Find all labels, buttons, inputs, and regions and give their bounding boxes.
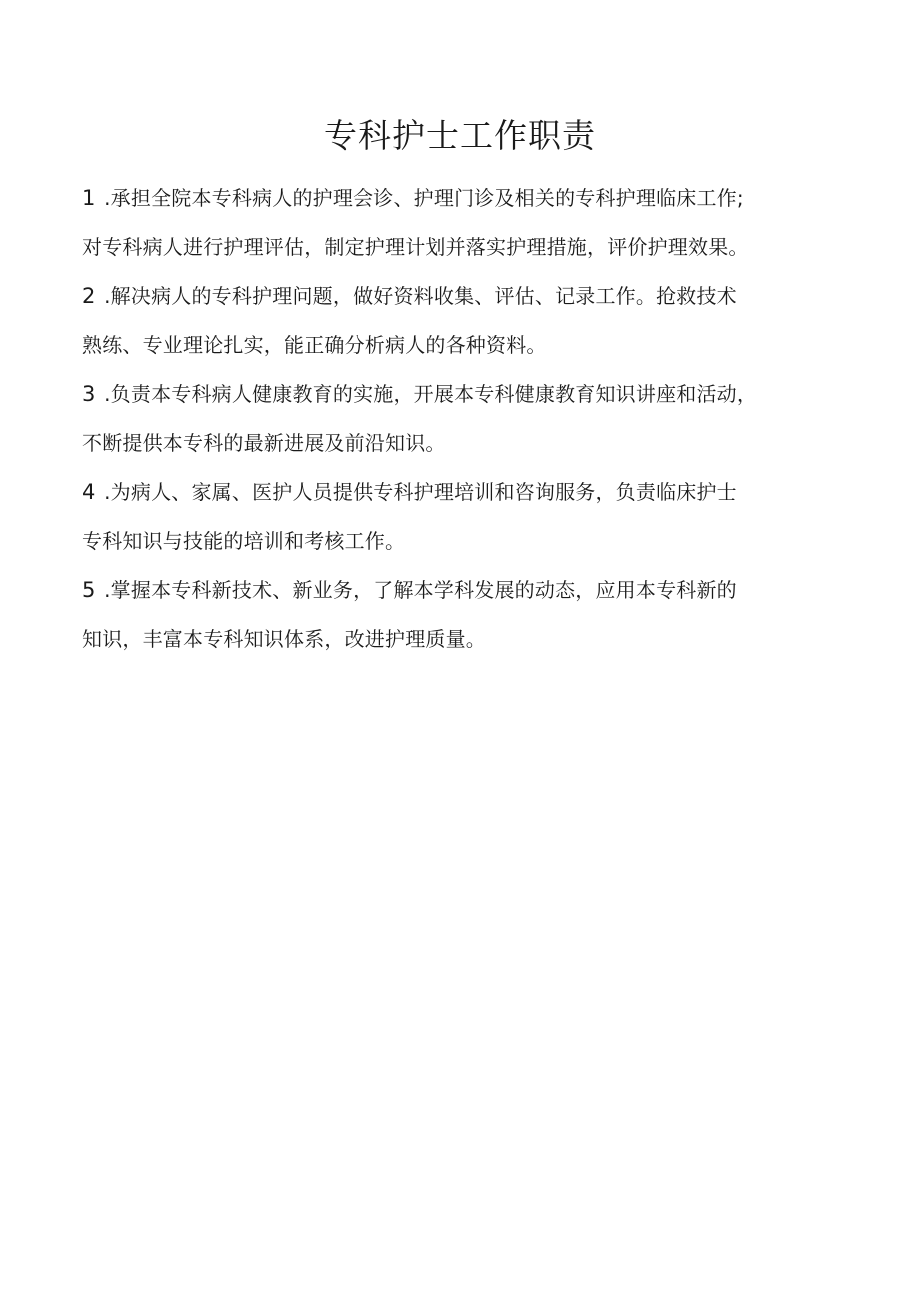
duty-item-4-text-1: .为病人、家属、医护人员提供专科护理培训和咨询服务，负责临床护士 [104,480,737,504]
duty-item-2 [82,274,842,372]
duty-item-5-text-1: .掌握本专科新技术、新业务，了解本学科发展的动态，应用本专科新的 [104,578,737,602]
duty-item-2-text-1: .解决病人的专科护理问题，做好资料收集、评估、记录工作。抢救技术 [104,284,737,308]
duty-item-1-text-1: .承担全院本专科病人的护理会诊、护理门诊及相关的专科护理临床工作; [104,186,744,210]
duty-item-1-line-2: 对专科病人进行护理评估，制定护理计划并落实护理措施，评价护理效果。 [82,235,749,259]
duty-item-3-number: 3 [82,382,96,406]
duty-item-5-line-2: 知识，丰富本专科知识体系，改进护理质量。 [82,627,486,651]
duty-item-5-number: 5 [82,578,96,602]
duty-item-4-number: 4 [82,480,96,504]
duty-item-3-text-1: .负责本专科病人健康教育的实施，开展本专科健康教育知识讲座和活动， [104,382,758,406]
duty-item-3-line-1 [82,372,842,421]
duty-item-2-line-1 [82,274,842,323]
duty-item-5 [82,568,842,666]
duty-item-3 [82,372,842,470]
duty-item-4 [82,470,842,568]
duty-item-1-line-1 [82,176,842,225]
duty-item-4-line-2: 专科知识与技能的培训和考核工作。 [82,529,406,553]
duty-item-1-number: 1 [82,186,96,210]
duty-item-1 [82,176,842,274]
document-title: 专科护士工作职责 [324,116,596,155]
duty-item-2-line-2: 熟练、专业理论扎实，能正确分析病人的各种资料。 [82,333,547,357]
duty-item-3-line-2: 不断提供本专科的最新进展及前沿知识。 [82,431,446,455]
duty-list [82,176,842,666]
duty-item-5-line-1 [82,568,842,617]
duty-item-4-line-1 [82,470,842,519]
duty-item-2-number: 2 [82,284,96,308]
